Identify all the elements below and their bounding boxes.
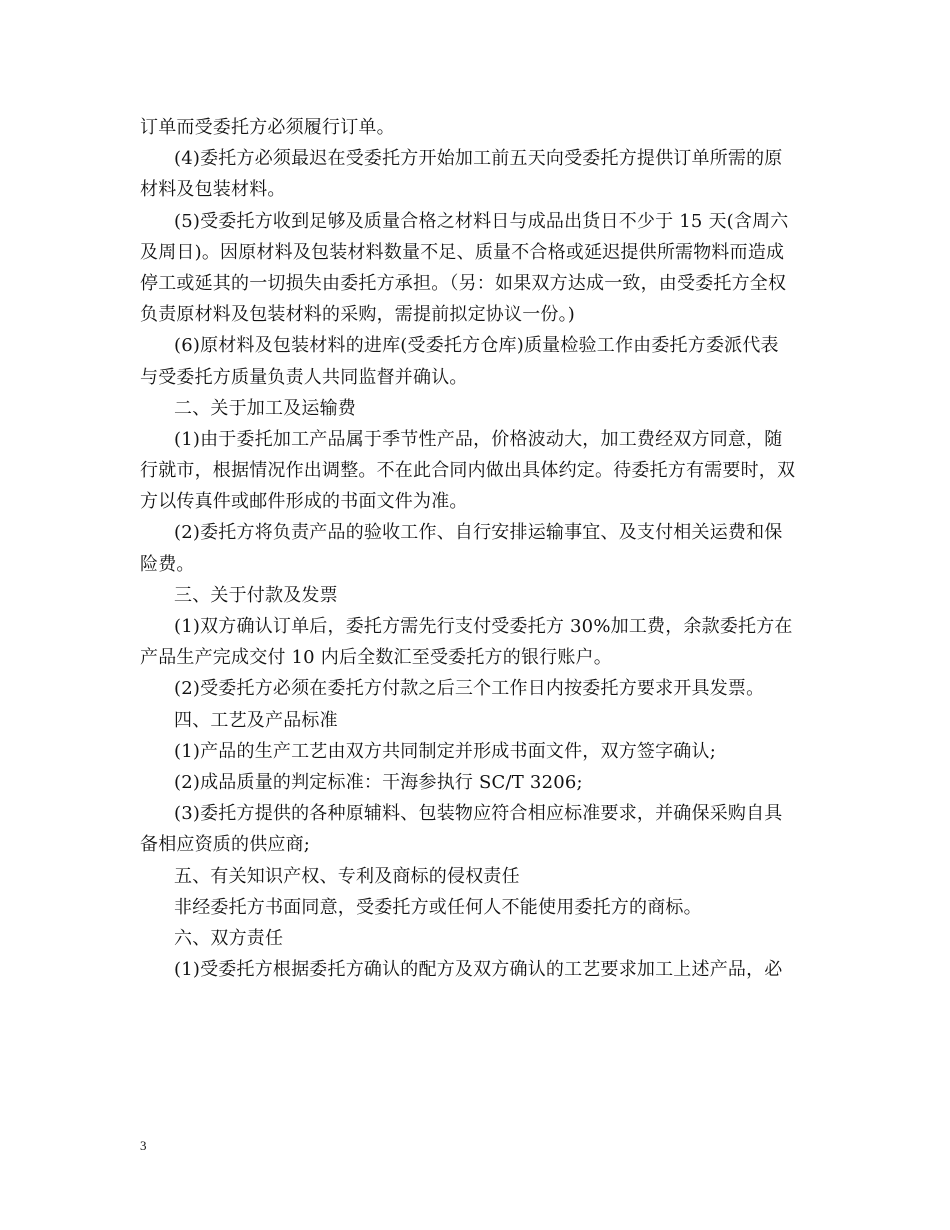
text-line: (1)由于委托加工产品属于季节性产品，价格波动大，加工费经双方同意，随 xyxy=(174,428,783,450)
text-line: 二、关于加工及运输费 xyxy=(174,397,356,419)
text-line: 与受委托方质量负责人共同监督并确认。 xyxy=(140,366,468,388)
text-line: (1)产品的生产工艺由双方共同制定并形成书面文件，双方签字确认; xyxy=(174,740,716,762)
page-number: 3 xyxy=(140,1138,147,1153)
document-body xyxy=(140,112,815,985)
text-line: (2)成品质量的判定标准：干海参执行 SC/T 3206; xyxy=(174,771,583,793)
text-line: (3)委托方提供的各种原辅料、包装物应符合相应标准要求，并确保采购自具 xyxy=(174,803,783,825)
text-line: (1)受委托方根据委托方确认的配方及双方确认的工艺要求加工上述产品，必 xyxy=(174,959,783,981)
text-line: 及周日)。因原材料及包装材料数量不足、质量不合格或延迟提供所需物料而造成 xyxy=(140,241,785,263)
text-line: 六、双方责任 xyxy=(174,927,284,949)
text-line: 订单而受委托方必须履行订单。 xyxy=(140,117,395,138)
text-line: 材料及包装材料。 xyxy=(140,179,286,201)
text-line: (2)受委托方必须在委托方付款之后三个工作日内按委托方要求开具发票。 xyxy=(174,678,765,700)
text-line: 三、关于付款及发票 xyxy=(174,584,338,606)
text-line: 产品生产完成交付 10 内后全数汇至受委托方的银行账户。 xyxy=(140,647,612,669)
text-line: (6)原材料及包装材料的进库(受委托方仓库)质量检验工作由委托方委派代表 xyxy=(174,335,779,357)
text-line: 非经委托方书面同意，受委托方或任何人不能使用委托方的商标。 xyxy=(174,896,702,918)
text-line: (2)委托方将负责产品的验收工作、自行安排运输事宜、及支付相关运费和保 xyxy=(174,522,783,544)
text-line: 四、工艺及产品标准 xyxy=(174,709,338,731)
text-line: (4)委托方必须最迟在受委托方开始加工前五天向受委托方提供订单所需的原 xyxy=(174,148,783,170)
text-line: 险费。 xyxy=(140,553,195,575)
text-line: 行就市，根据情况作出调整。不在此合同内做出具体约定。待委托方有需要时，双 xyxy=(140,460,796,482)
text-line: (1)双方确认订单后，委托方需先行支付受委托方 30%加工费，余款委托方在 xyxy=(174,616,793,637)
text-line: 负责原材料及包装材料的采购，需提前拟定协议一份。) xyxy=(140,304,576,326)
text-line: 五、有关知识产权、专利及商标的侵权责任 xyxy=(174,865,520,887)
text-line: 方以传真件或邮件形成的书面文件为准。 xyxy=(140,491,468,513)
text-line: 停工或延其的一切损失由委托方承担。（另：如果双方达成一致，由受委托方全权 xyxy=(140,272,787,294)
text-line: (5)受委托方收到足够及质量合格之材料日与成品出货日不少于 15 天(含周六 xyxy=(174,210,789,232)
text-line: 备相应资质的供应商; xyxy=(140,834,311,856)
